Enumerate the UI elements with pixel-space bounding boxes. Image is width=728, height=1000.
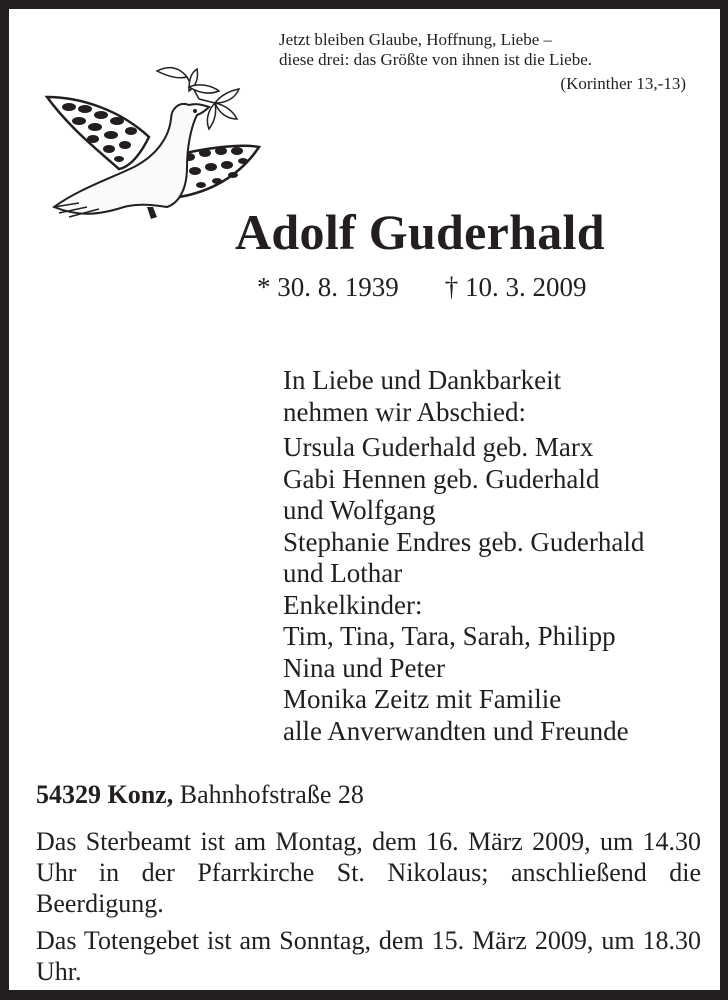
mourner: alle Anverwandten und Freunde	[283, 715, 629, 746]
mourner: und Wolfgang	[283, 495, 436, 525]
intro-line: nehmen wir Abschied:	[283, 396, 526, 427]
address	[36, 779, 364, 811]
quote-reference: (Korinther 13,-13)	[560, 74, 686, 93]
life-dates	[257, 271, 587, 303]
intro-line: In Liebe und Dankbarkeit	[283, 365, 562, 395]
mourner: Nina und Peter	[283, 652, 445, 683]
birth-date: * 30. 8. 1939	[257, 272, 399, 302]
mourner: Tim, Tina, Tara, Sarah, Philipp	[283, 621, 616, 651]
funeral-mass-text: Das Sterbeamt ist am Montag, dem 16. März 2009, um 14.30 Uhr in der Pfarrkirche St. Nikolaus; anschließend die Beerdigung.	[36, 827, 701, 918]
address-street: Bahnhofstraße 28	[179, 780, 364, 809]
bible-quote	[279, 30, 592, 70]
mourner: Monika Zeitz mit Familie	[283, 684, 562, 714]
deceased-name: Adolf Guderhald	[235, 204, 605, 260]
address-city: 54329 Konz,	[36, 780, 174, 809]
death-date: † 10. 3. 2009	[444, 272, 587, 302]
mourner: Stephanie Endres geb. Guderhald	[283, 526, 645, 557]
prayer-service-text: Das Totengebet ist am Sonntag, dem 15. März 2009, um 18.30 Uhr.	[36, 926, 701, 986]
mourners-list	[283, 365, 644, 747]
mourner: Ursula Guderhald geb. Marx	[283, 432, 594, 462]
quote-line: Jetzt bleiben Glaube, Hoffnung, Liebe –	[279, 30, 553, 49]
mourner: und Lothar	[283, 558, 403, 588]
quote-line: diese drei: das Größte von ihnen ist die Liebe.	[279, 50, 592, 69]
mourner: Gabi Hennen geb. Guderhald	[283, 463, 600, 494]
mourner: Enkelkinder:	[283, 589, 423, 620]
service-info	[36, 826, 701, 987]
